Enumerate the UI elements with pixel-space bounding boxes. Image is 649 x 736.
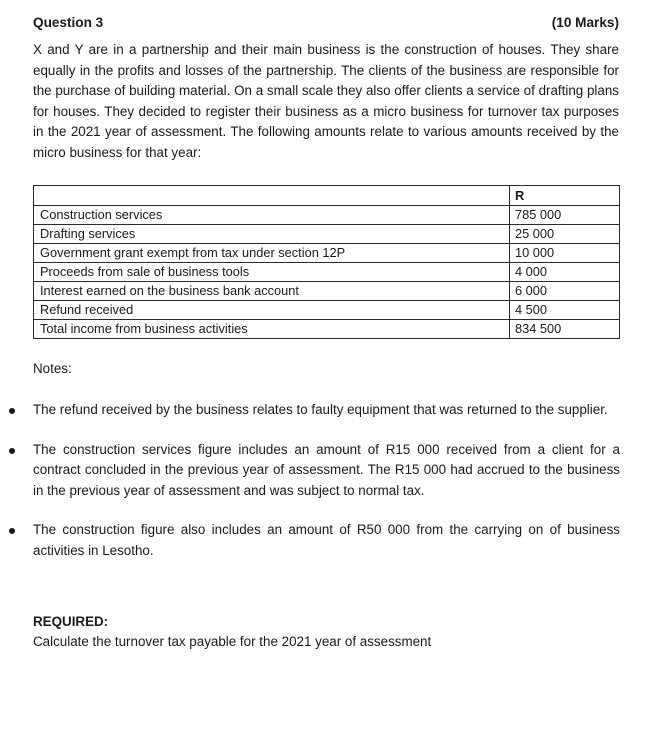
row-amount: 4 000 (510, 263, 620, 282)
table-row (34, 244, 620, 263)
list-item (0, 440, 620, 502)
table-row (34, 282, 620, 301)
note-text: The construction services figure includes an amount of R15 000 received from a client for a contract concluded in the previous year of assessment. The R15 000 had accrued to the business in the previous year of assessment and was subject to normal tax. (33, 441, 620, 498)
list-item (0, 520, 620, 561)
row-label: Drafting services (34, 225, 510, 244)
row-label: Construction services (34, 206, 510, 225)
notes-list (0, 400, 620, 581)
bullet-icon (9, 528, 15, 534)
table-header-description (34, 186, 510, 206)
row-label: Interest earned on the business bank account (34, 282, 510, 301)
required-label: REQUIRED: (33, 614, 109, 629)
amounts-table (33, 185, 620, 339)
required-section (33, 612, 619, 652)
table-row (34, 206, 620, 225)
note-text: The construction figure also includes an amount of R50 000 from the carrying on of business activities in Lesotho. (33, 522, 620, 558)
question-marks: (10 Marks) (551, 15, 619, 30)
row-amount: 834 500 (510, 320, 620, 339)
table-header-row (34, 186, 620, 206)
bullet-icon (9, 448, 15, 454)
question-title: Question 3 (33, 15, 104, 30)
row-amount: 10 000 (510, 244, 620, 263)
required-text: Calculate the turnover tax payable for the 2021 year of assessment (33, 634, 432, 649)
bullet-icon (9, 408, 15, 414)
table-header-currency: R (510, 186, 620, 206)
notes-label: Notes: (33, 361, 72, 376)
table-row (34, 301, 620, 320)
row-amount: 6 000 (510, 282, 620, 301)
table-total-row (34, 320, 620, 339)
row-amount: 4 500 (510, 301, 620, 320)
list-item (0, 400, 620, 421)
row-label: Total income from business activities (34, 320, 510, 339)
table-row (34, 263, 620, 282)
note-text: The refund received by the business relates to faulty equipment that was returned to the supplier. (33, 402, 608, 417)
question-header (33, 15, 619, 30)
row-label: Government grant exempt from tax under section 12P (34, 244, 510, 263)
table-row (34, 225, 620, 244)
row-label: Refund received (34, 301, 510, 320)
intro-paragraph: X and Y are in a partnership and their main business is the construction of houses. They share equally in the profits and losses of the partnership. The clients of the business are responsible for the purchase of building material. On a small scale they also offer clients a service of drafting plans for houses. They decided to register their business as a micro business for turnover tax purposes in the 2021 year of assessment. The following amounts relate to various amounts received by the micro business for that year: (33, 42, 619, 160)
row-amount: 25 000 (510, 225, 620, 244)
row-amount: 785 000 (510, 206, 620, 225)
row-label: Proceeds from sale of business tools (34, 263, 510, 282)
